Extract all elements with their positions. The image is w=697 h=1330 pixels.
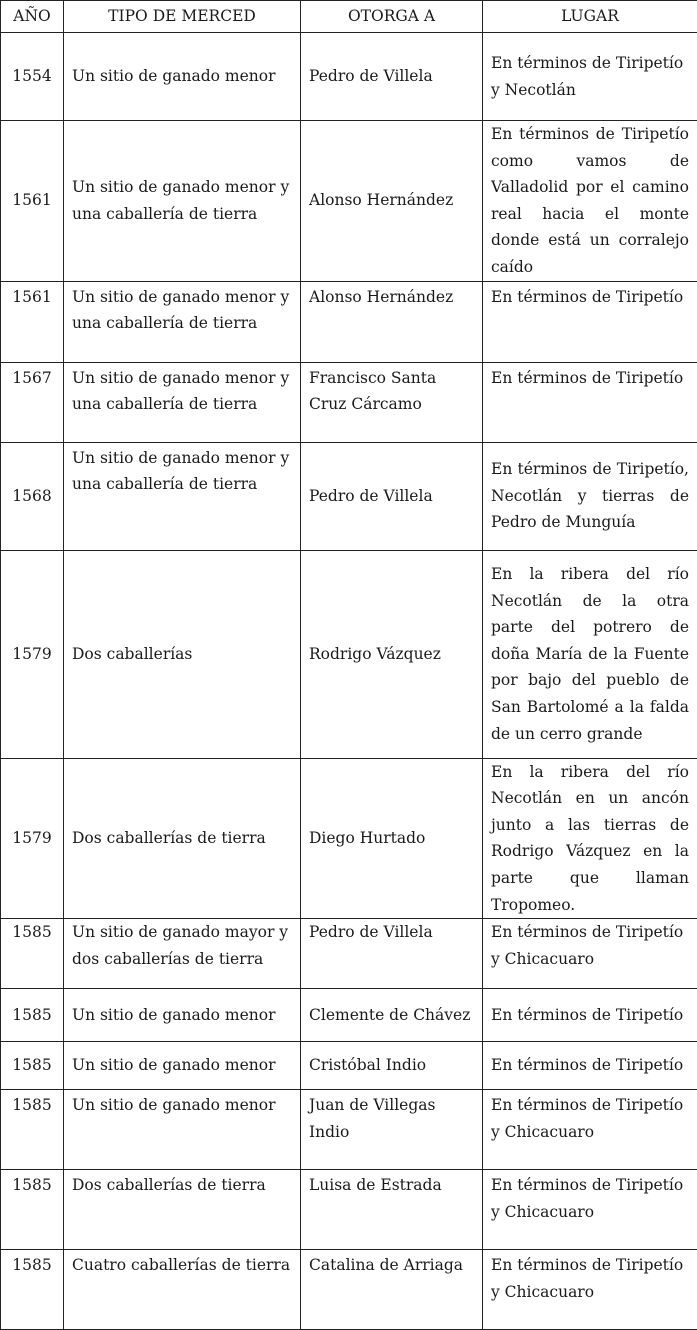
table-row (1, 550, 697, 758)
cell-place: En la ribera del río Necotlán de la otra parte del potrero de doña María de la Fuente por bajo del pueblo de San Bartolomé a la falda de un cerro grande (483, 550, 697, 758)
cell-year: 1561 (1, 121, 64, 282)
cell-place: En términos de Tiripetío (483, 362, 697, 442)
table-row (1, 1170, 697, 1250)
cell-type: Cuatro caballerías de tierra (64, 1250, 301, 1330)
cell-type: Un sitio de ganado mayor y dos caballerías de tierra (64, 919, 301, 989)
table-row (1, 758, 697, 919)
table-row (1, 1090, 697, 1170)
cell-year: 1579 (1, 550, 64, 758)
cell-type: Un sitio de ganado menor y una caballería de tierra (64, 362, 301, 442)
cell-place: En términos de Tiripetío y Chicacuaro (483, 1170, 697, 1250)
cell-type: Un sitio de ganado menor (64, 1042, 301, 1090)
cell-grantee: Rodrigo Vázquez (301, 550, 483, 758)
header-place: LUGAR (483, 1, 697, 33)
cell-year: 1579 (1, 758, 64, 919)
cell-grantee: Pedro de Villela (301, 33, 483, 121)
table-row (1, 442, 697, 550)
cell-year: 1568 (1, 442, 64, 550)
cell-year: 1567 (1, 362, 64, 442)
cell-year: 1561 (1, 281, 64, 362)
cell-grantee: Diego Hurtado (301, 758, 483, 919)
cell-year: 1554 (1, 33, 64, 121)
cell-place: En términos de Tiripetío y Chicacuaro (483, 1090, 697, 1170)
cell-grantee: Francisco Santa Cruz Cárcamo (301, 362, 483, 442)
cell-type: Dos caballerías de tierra (64, 758, 301, 919)
header-year: AÑO (1, 1, 64, 33)
cell-type: Un sitio de ganado menor y una caballería de tierra (64, 121, 301, 282)
cell-year: 1585 (1, 1250, 64, 1330)
cell-type: Un sitio de ganado menor (64, 989, 301, 1042)
cell-year: 1585 (1, 989, 64, 1042)
cell-place: En términos de Tiripetío y Chicacuaro (483, 1250, 697, 1330)
header-grantee: OTORGA A (301, 1, 483, 33)
cell-grantee: Juan de Villegas Indio (301, 1090, 483, 1170)
table-row (1, 989, 697, 1042)
cell-place: En términos de Tiripetío y Chicacuaro (483, 919, 697, 989)
cell-grantee: Cristóbal Indio (301, 1042, 483, 1090)
table-row (1, 362, 697, 442)
cell-grantee: Pedro de Villela (301, 919, 483, 989)
table-row (1, 281, 697, 362)
table-row (1, 33, 697, 121)
cell-type: Dos caballerías de tierra (64, 1170, 301, 1250)
table-row (1, 121, 697, 282)
cell-year: 1585 (1, 1042, 64, 1090)
cell-place: En la ribera del río Necotlán en un ancón junto a las tierras de Rodrigo Vázquez en la parte que llaman Tropomeo. (483, 758, 697, 919)
table-row (1, 1042, 697, 1090)
header-type: TIPO DE MERCED (64, 1, 301, 33)
cell-type: Un sitio de ganado menor (64, 1090, 301, 1170)
header-row (1, 1, 697, 33)
cell-grantee: Catalina de Arriaga (301, 1250, 483, 1330)
cell-type: Un sitio de ganado menor y una caballería de tierra (64, 281, 301, 362)
cell-year: 1585 (1, 919, 64, 989)
table-row (1, 1250, 697, 1330)
cell-type: Dos caballerías (64, 550, 301, 758)
cell-place: En términos de Tiripetío como vamos de Valladolid por el camino real hacia el monte donde está un corralejo caído (483, 121, 697, 282)
table-row (1, 919, 697, 989)
cell-grantee: Pedro de Villela (301, 442, 483, 550)
cell-place: En términos de Tiripetío, Necotlán y tierras de Pedro de Munguía (483, 442, 697, 550)
cell-type: Un sitio de ganado menor (64, 33, 301, 121)
cell-place: En términos de Tiripetío (483, 989, 697, 1042)
cell-type: Un sitio de ganado menor y una caballería de tierra (64, 442, 301, 550)
cell-place: En términos de Tiripetío (483, 1042, 697, 1090)
cell-place: En términos de Tiripetío y Necotlán (483, 33, 697, 121)
cell-year: 1585 (1, 1170, 64, 1250)
cell-grantee: Luisa de Estrada (301, 1170, 483, 1250)
cell-grantee: Clemente de Chávez (301, 989, 483, 1042)
cell-year: 1585 (1, 1090, 64, 1170)
cell-grantee: Alonso Hernández (301, 281, 483, 362)
cell-grantee: Alonso Hernández (301, 121, 483, 282)
cell-place: En términos de Tiripetío (483, 281, 697, 362)
